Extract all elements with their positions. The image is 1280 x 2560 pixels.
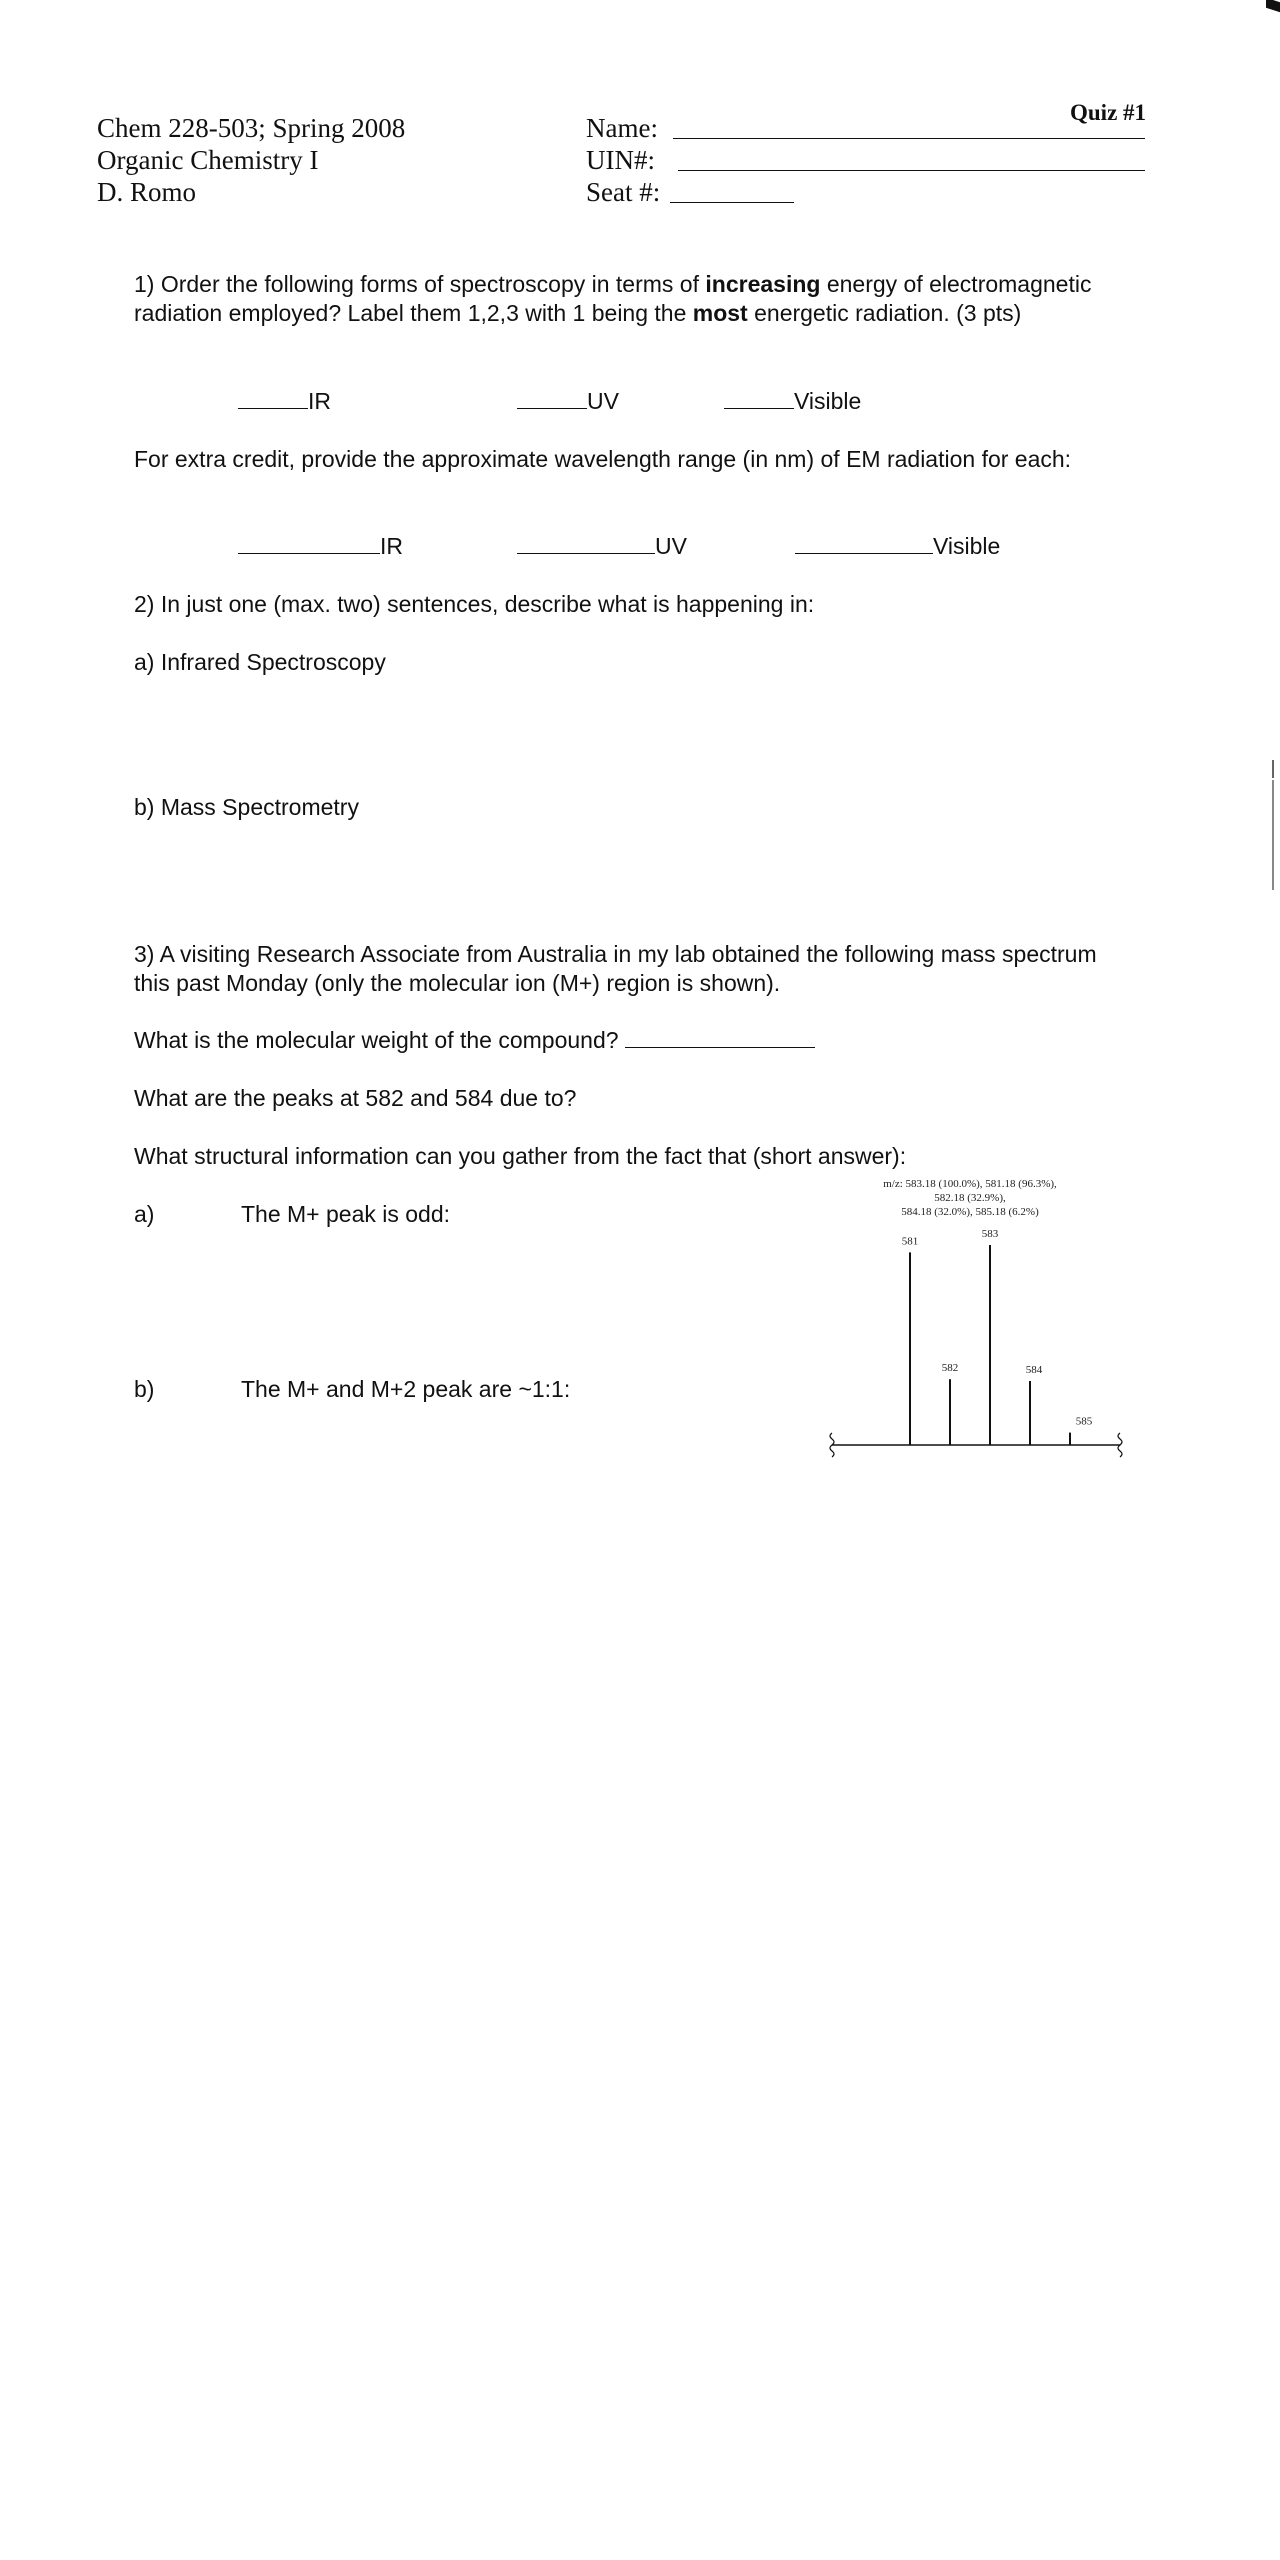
name-field[interactable] bbox=[673, 138, 1145, 139]
course-title: Organic Chemistry I bbox=[97, 145, 319, 175]
q3-mw-question: What is the molecular weight of the compound? bbox=[134, 1026, 815, 1055]
q1-visible-option: Visible bbox=[724, 387, 861, 416]
q2-part-b: b) Mass Spectrometry bbox=[134, 794, 359, 820]
ec-ir-blank[interactable] bbox=[238, 553, 380, 554]
uin-label: UIN#: bbox=[586, 145, 655, 175]
q3-a-text: The M+ peak is odd: bbox=[241, 1201, 451, 1227]
question-2: 2) In just one (max. two) sentences, describe what is happening in: bbox=[134, 591, 815, 617]
seat-field[interactable] bbox=[670, 202, 794, 203]
ms-title-line-1: m/z: 583.18 (100.0%), 581.18 (96.3%), bbox=[883, 1178, 1057, 1190]
ec-ir-option: IR bbox=[238, 532, 403, 561]
ec-uv-option: UV bbox=[517, 532, 687, 561]
ms-title-line-3: 584.18 (32.0%), 585.18 (6.2%) bbox=[901, 1206, 1039, 1218]
q1-uv-blank[interactable] bbox=[517, 408, 587, 409]
scan-corner-mark bbox=[1266, 0, 1280, 12]
ms-title-line-2: 582.18 (32.9%), bbox=[934, 1192, 1006, 1204]
ms-plot bbox=[820, 1175, 1140, 1465]
scan-edge-line bbox=[1272, 780, 1274, 890]
q3-mw-blank[interactable] bbox=[625, 1047, 815, 1048]
q3-peaks-question: What are the peaks at 582 and 584 due to? bbox=[134, 1085, 577, 1111]
ec-visible-option: Visible bbox=[795, 532, 1000, 561]
scan-edge-mark bbox=[1272, 760, 1274, 778]
q1-uv-option: UV bbox=[517, 387, 619, 416]
question-1: 1) Order the following forms of spectroscopy in terms of increasing energy of electromagnetic radiation employed? Label them 1,2,3 with 1 being the most energetic radiation. (3 pts) bbox=[134, 271, 1092, 326]
q1-ir-blank[interactable] bbox=[238, 408, 308, 409]
uin-field[interactable] bbox=[678, 170, 1145, 171]
q3-structural-question: What structural information can you gather from the fact that (short answer): bbox=[134, 1143, 907, 1169]
ms-peak-label-585: 585 bbox=[1075, 1415, 1093, 1428]
question-3: 3) A visiting Research Associate from Australia in my lab obtained the following mass spectrum this past Monday (only the molecular ion (M+) region is shown). bbox=[134, 941, 1097, 996]
q1-ir-option: IR bbox=[238, 387, 331, 416]
q1-visible-blank[interactable] bbox=[724, 408, 794, 409]
q2-part-a: a) Infrared Spectroscopy bbox=[134, 649, 386, 675]
seat-label: Seat #: bbox=[586, 177, 661, 207]
ms-peak-label-583: 583 bbox=[981, 1228, 999, 1240]
q3-b-text: The M+ and M+2 peak are ~1:1: bbox=[241, 1376, 571, 1402]
ec-uv-blank[interactable] bbox=[517, 553, 655, 554]
name-label: Name: bbox=[586, 113, 658, 143]
ms-peak-label-584: 584 bbox=[1025, 1364, 1043, 1376]
quiz-title: Quiz #1 bbox=[1070, 100, 1147, 125]
ec-visible-blank[interactable] bbox=[795, 553, 933, 554]
course-line: Chem 228-503; Spring 2008 bbox=[97, 113, 406, 143]
extra-credit-text: For extra credit, provide the approximate wavelength range (in nm) of EM radiation for each: bbox=[134, 446, 1072, 472]
ms-peak-label-581: 581 bbox=[901, 1235, 919, 1248]
q3-b-label: b) bbox=[134, 1376, 155, 1402]
q3-a-label: a) bbox=[134, 1201, 155, 1227]
instructor: D. Romo bbox=[97, 177, 197, 207]
ms-peak-label-582: 582 bbox=[941, 1362, 959, 1375]
mass-spectrum bbox=[820, 1175, 1140, 1465]
